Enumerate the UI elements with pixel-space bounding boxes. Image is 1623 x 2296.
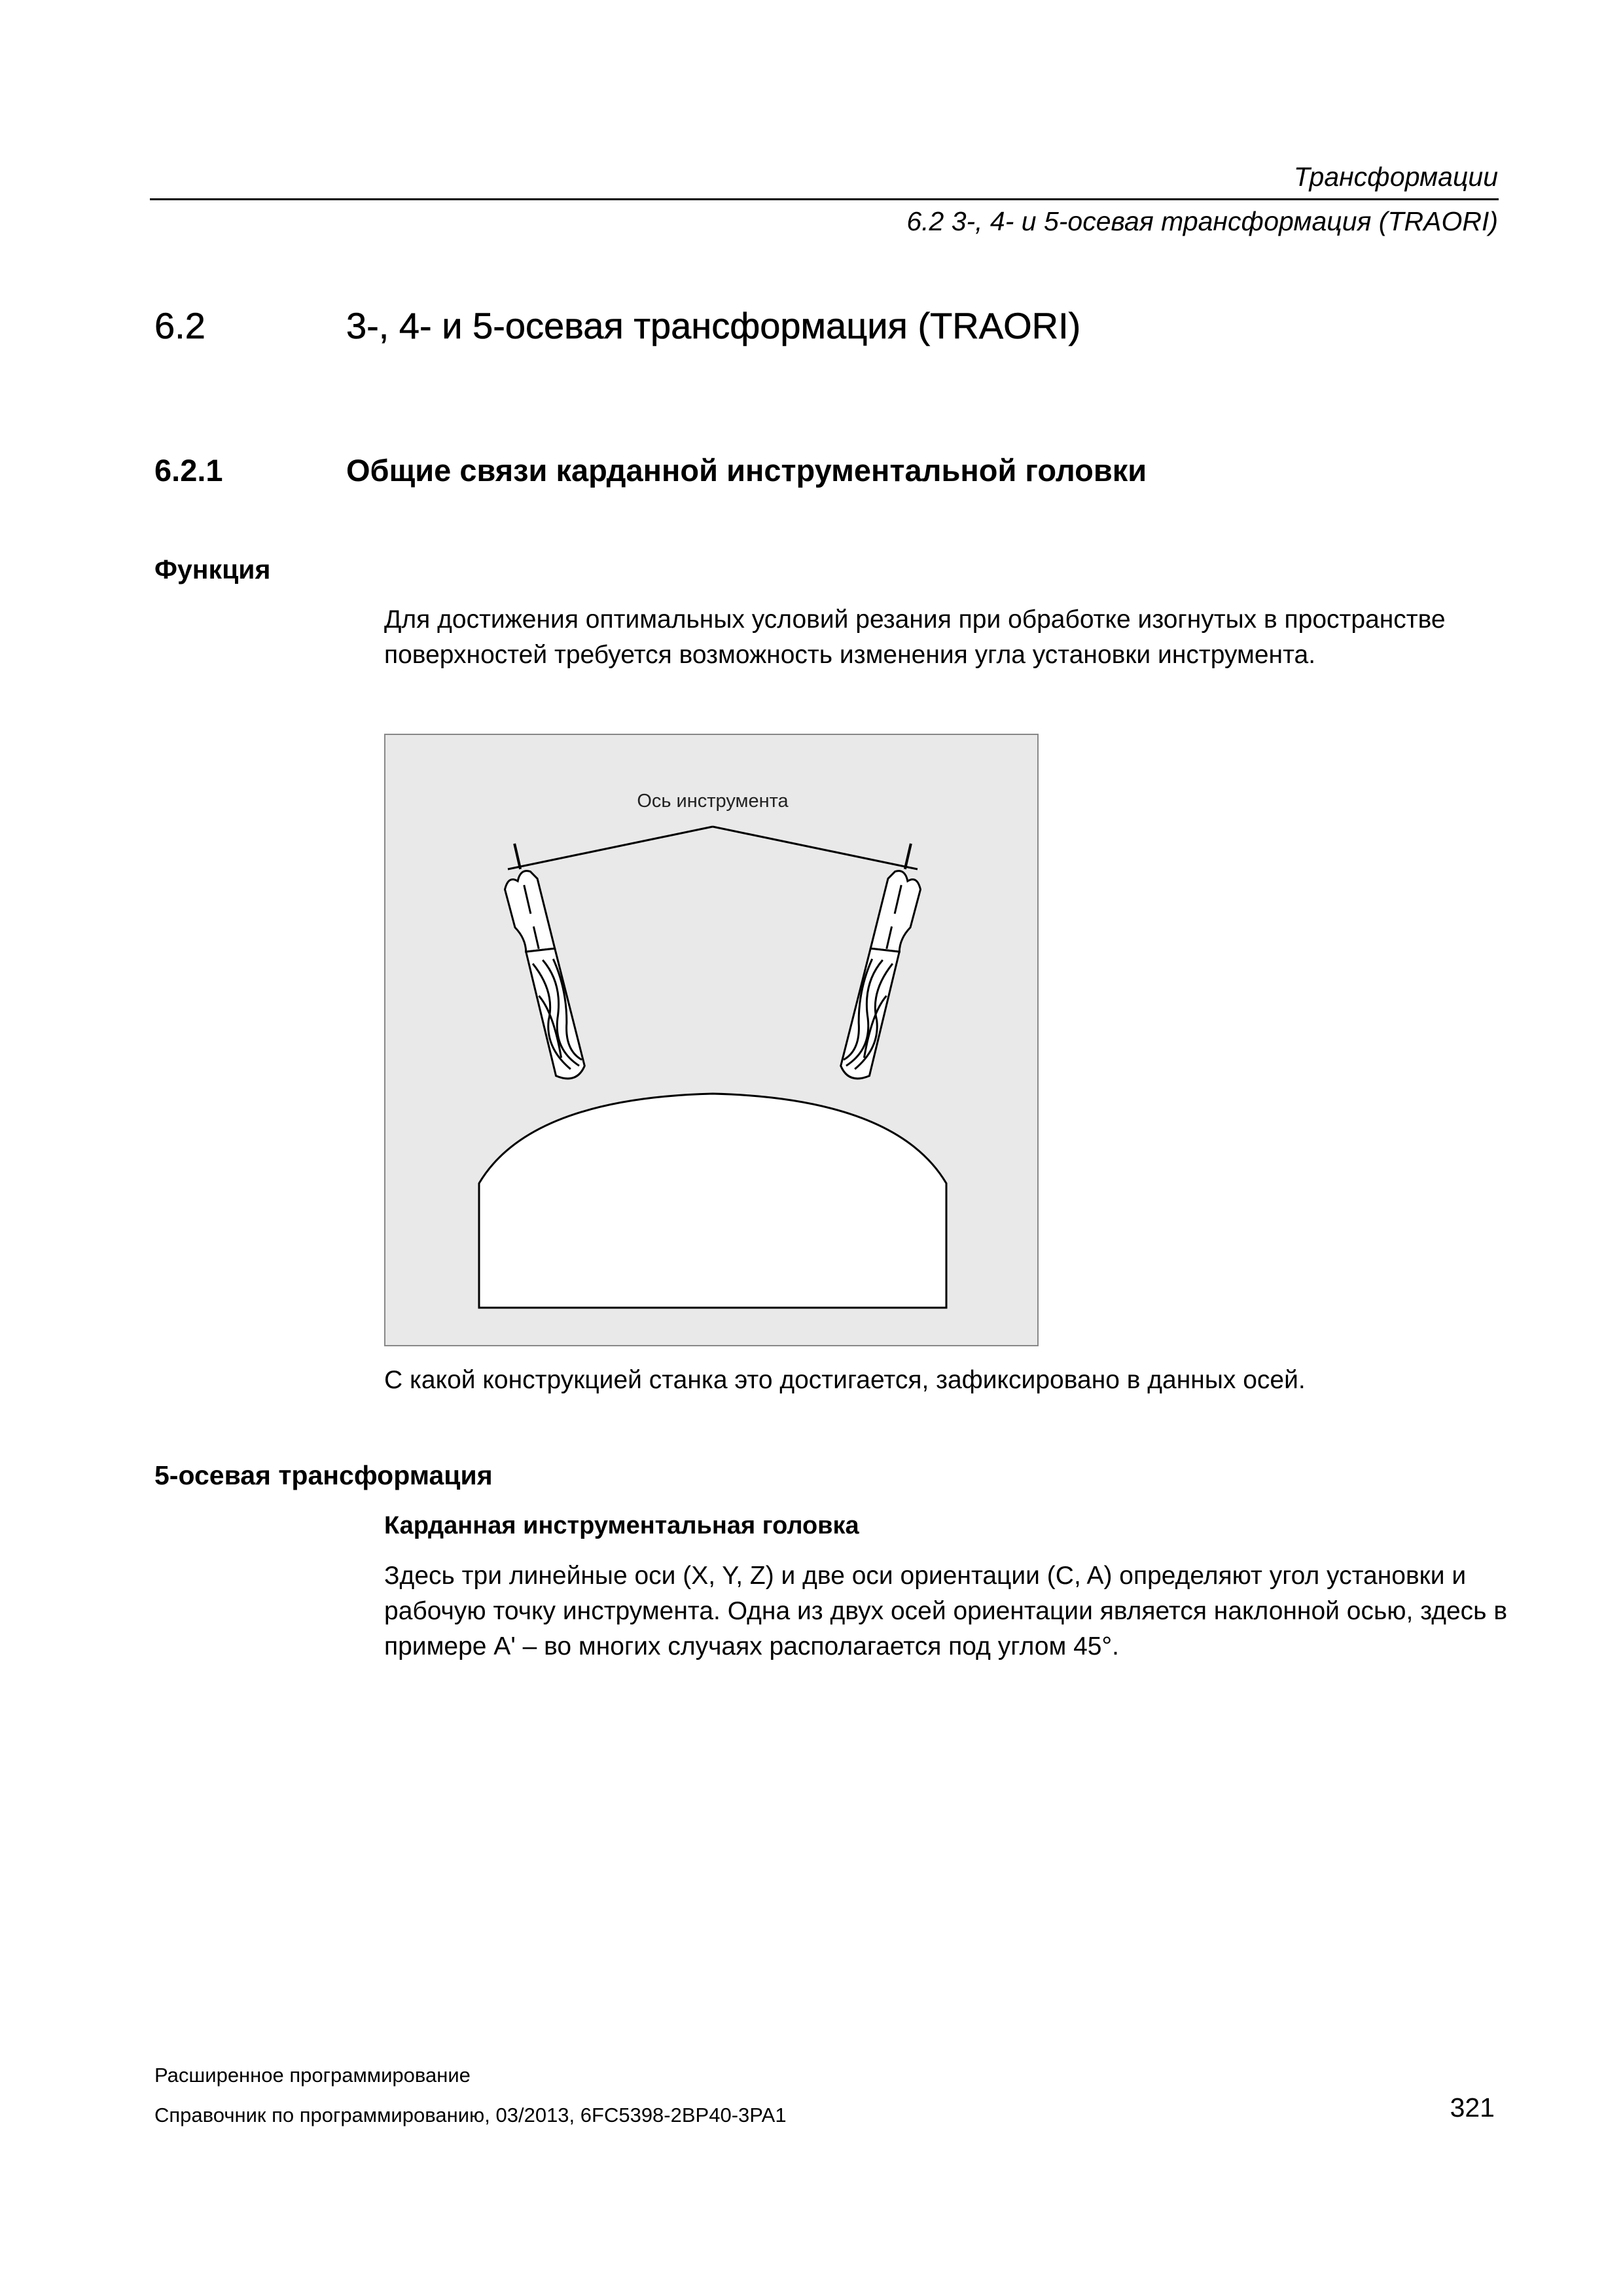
five-axis-heading: 5-осевая трансформация: [154, 1460, 493, 1490]
tool-axis-bracket: [508, 827, 918, 869]
figure-caption: С какой конструкцией станка это достигается, зафиксировано в данных осей.: [384, 1366, 1306, 1394]
footer-book-title: Расширенное программирование: [154, 2064, 471, 2087]
right-tool: [839, 840, 930, 1083]
section-title: 3-, 4- и 5-осевая трансформация (TRAORI): [346, 305, 1081, 346]
page-number: 321: [1450, 2092, 1495, 2123]
header-rule: [150, 198, 1499, 200]
five-axis-paragraph: Здесь три линейные оси (X, Y, Z) и две оси ориентации (C, A) определяют угол установки и рабочую точку инструмента. Одна из двух осей ориентации является наклонной осью, здесь в примере A' – во многих случаях располагается под углом 45°.: [384, 1562, 1508, 1660]
gimbal-head-subheading: Карданная инструментальная головка: [384, 1512, 859, 1539]
running-header-chapter: Трансформации: [1293, 162, 1498, 192]
footer-book-info: Справочник по программированию, 03/2013, 6FC5398-2BP40-3PA1: [154, 2104, 787, 2126]
tool-axis-diagram: [385, 735, 1040, 1348]
left-tool: [495, 840, 586, 1083]
workpiece: [479, 1094, 946, 1308]
function-heading: Функция: [154, 554, 271, 584]
subsection-number: 6.2.1: [154, 453, 223, 488]
section-number: 6.2: [154, 305, 205, 346]
subsection-title: Общие связи карданной инструментальной головки: [346, 453, 1147, 488]
running-header-section: 6.2 3-, 4- и 5-осевая трансформация (TRAORI): [906, 206, 1498, 236]
tool-axis-label: Ось инструмента: [637, 791, 789, 812]
tool-axis-figure: [384, 734, 1039, 1346]
function-paragraph: Для достижения оптимальных условий резания при обработке изогнутых в пространстве поверхностей требуется возможность изменения угла установки инструмента.: [384, 605, 1446, 669]
